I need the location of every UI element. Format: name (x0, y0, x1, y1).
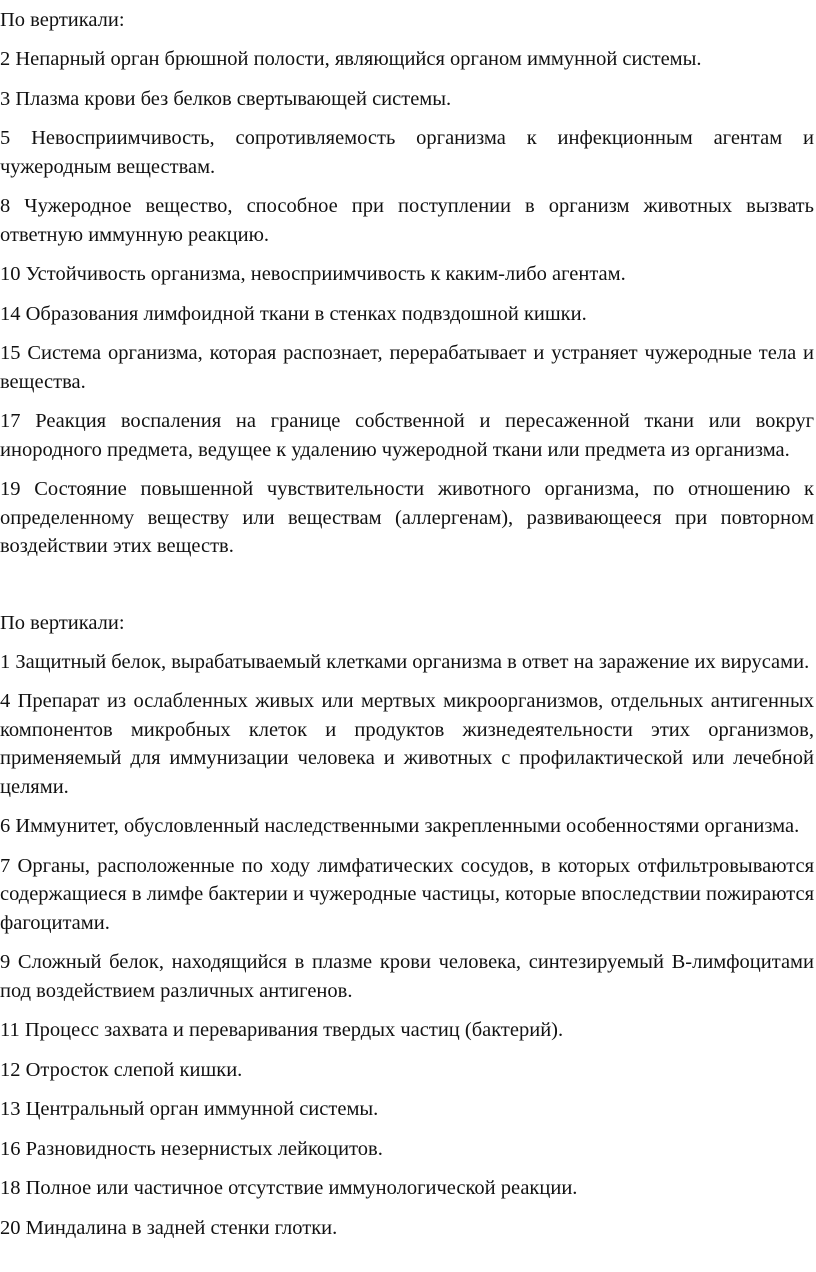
clue-item: 12 Отросток слепой кишки. (0, 1058, 243, 1081)
clue-item: 9 Сложный белок, находящийся в плазме крови человека, синтезируемый В-лимфоцитами под воздействием различных антигенов. (0, 951, 814, 1002)
section-heading: По вертикали: (0, 9, 125, 31)
clue-item: 6 Иммунитет, обусловленный наследственными закрепленными особенностями организма. (0, 815, 800, 837)
clue-item: 18 Полное или частичное отсутствие иммунологической реакции. (0, 1177, 578, 1199)
clues-section-2 (0, 609, 814, 1243)
clue-item: 3 Плазма крови без белков свертывающей системы. (0, 87, 452, 110)
clue-item: 4 Препарат из ослабленных живых или мертвых микроорганизмов, отдельных антигенных компонентов микробных клеток и продуктов жизнедеятельности этих организмов, применяемый для иммунизации человека и животных с профилактической или лечебной целями. (0, 690, 814, 798)
clue-item: 19 Состояние повышенной чувствительности животного организма, по отношению к определенному веществу или веществам (аллергенам), развивающееся при повторном воздействии этих веществ. (0, 478, 814, 557)
section-divider-space (0, 561, 814, 609)
clue-item: 11 Процесс захвата и переваривания твердых частиц (бактерий). (0, 1019, 564, 1041)
clue-item: 13 Центральный орган иммунной системы. (0, 1098, 379, 1120)
clue-item: 2 Непарный орган брюшной полости, являющийся органом иммунной системы. (0, 48, 702, 70)
clue-item: 17 Реакция воспаления на границе собственной и пересаженной ткани или вокруг инородного предмета, ведущее к удалению чужеродной ткани или предмета из организма. (0, 410, 814, 461)
clue-item: 10 Устойчивость организма, невосприимчивость к каким-либо агентам. (0, 263, 626, 285)
section-heading: По вертикали: (0, 611, 125, 634)
clue-item: 8 Чужеродное вещество, способное при поступлении в организм животных вызвать ответную иммунную реакцию. (0, 195, 814, 246)
clue-item: 7 Органы, расположенные по ходу лимфатических сосудов, в которых отфильтровываются содержащиеся в лимфе бактерии и чужеродные частицы, которые впоследствии пожираются фагоцитами. (0, 854, 814, 934)
clue-item: 20 Миндалина в задней стенки глотки. (0, 1216, 338, 1239)
clue-item: 1 Защитный белок, вырабатываемый клетками организма в ответ на заражение их вирусами. (0, 650, 810, 673)
clues-section-1 (0, 0, 814, 561)
clue-item: 5 Невосприимчивость, сопротивляемость организма к инфекционным агентам и чужеродным веществам. (0, 127, 814, 178)
clue-item: 16 Разновидность незернистых лейкоцитов. (0, 1137, 383, 1160)
clue-item: 15 Система организма, которая распознает, перерабатывает и устраняет чужеродные тела и вещества. (0, 342, 814, 393)
clue-item: 14 Образования лимфоидной ткани в стенках подвздошной кишки. (0, 302, 587, 325)
